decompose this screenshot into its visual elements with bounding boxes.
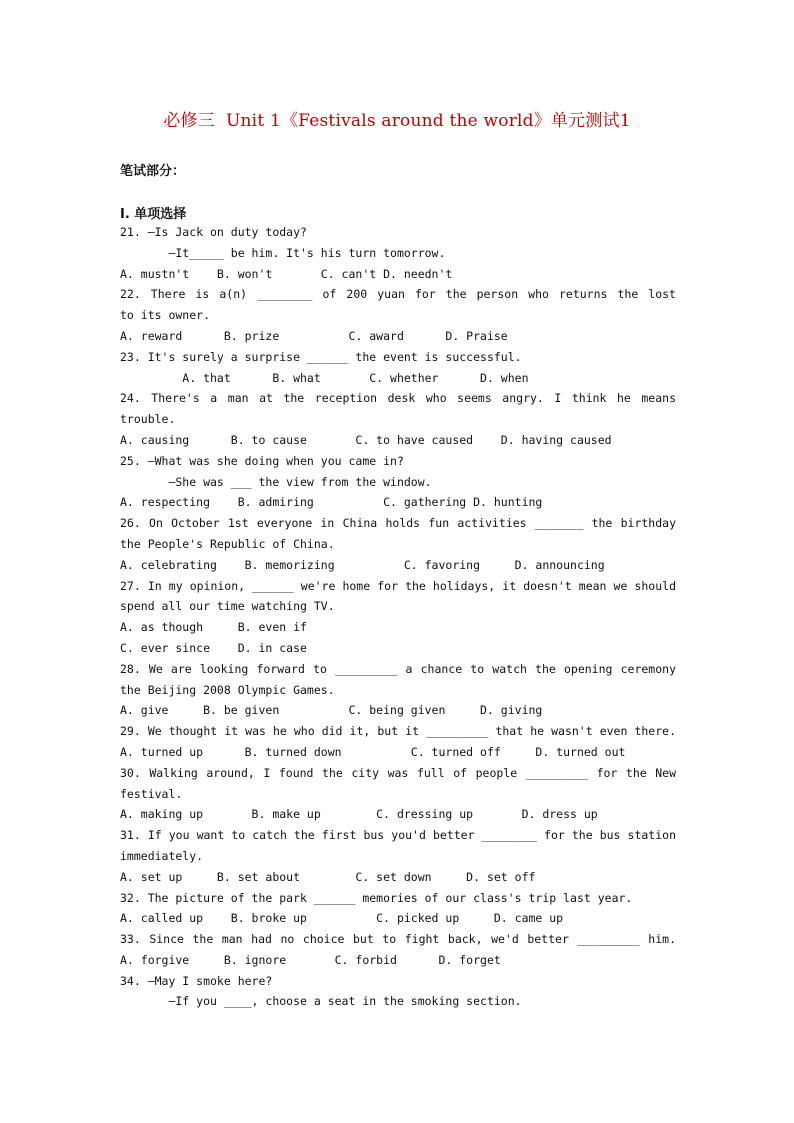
question-line: trouble. bbox=[120, 412, 176, 427]
question-line: spend all our time watching TV. bbox=[120, 599, 335, 614]
question-line: 27. In my opinion, ______ we're home for the holidays, it doesn't mean we should bbox=[120, 578, 676, 593]
question-line: 25. —What was she doing when you came in? bbox=[120, 453, 404, 468]
question-line: A. give B. be given C. being given D. giving bbox=[120, 703, 543, 718]
question-line: 21. —Is Jack on duty today? bbox=[120, 225, 307, 239]
question-line: A. turned up B. turned down C. turned off D. turned out bbox=[120, 744, 626, 759]
question-line: to its owner. bbox=[120, 308, 211, 323]
question-line: —She was ___ the view from the window. bbox=[120, 474, 432, 489]
question-line: 24. There's a man at the reception desk who seems angry. I think he means bbox=[120, 391, 676, 406]
question-list bbox=[120, 222, 676, 1012]
question-line: A. as though B. even if bbox=[120, 620, 307, 635]
question-line: A. called up B. broke up C. picked up D. came up bbox=[120, 911, 564, 926]
document-title: 必修三 Unit 1《Festivals around the world》单元测试1 bbox=[163, 111, 631, 131]
question-line: 34. —May I smoke here? bbox=[120, 973, 273, 988]
question-line: the Beijing 2008 Olympic Games. bbox=[120, 682, 335, 697]
section-heading-written: 笔试部分： bbox=[120, 164, 186, 179]
question-line: 32. The picture of the park ______ memories of our class's trip last year. bbox=[120, 890, 633, 905]
question-line: 30. Walking around, I found the city was full of people _________ for the New bbox=[120, 765, 676, 780]
question-line: 23. It's surely a surprise ______ the event is successful. bbox=[120, 349, 522, 364]
question-line: A. causing B. to cause C. to have caused D. having caused bbox=[120, 432, 612, 447]
question-line: 26. On October 1st everyone in China holds fun activities _______ the birthday bbox=[120, 516, 676, 531]
question-line: C. ever since D. in case bbox=[120, 640, 307, 655]
question-line: 22. There is a(n) ________ of 200 yuan for the person who returns the lost bbox=[120, 287, 676, 302]
section-heading-multiple-choice: I. 单项选择 bbox=[120, 207, 187, 222]
question-line: 31. If you want to catch the first bus you'd better ________ for the bus station bbox=[120, 828, 676, 843]
question-line: A. mustn't B. won't C. can't D. needn't bbox=[120, 266, 453, 281]
question-line: immediately. bbox=[120, 848, 204, 863]
question-line: A. celebrating B. memorizing C. favoring D. announcing bbox=[120, 557, 605, 572]
question-line: A. forgive B. ignore C. forbid D. forget bbox=[120, 952, 501, 967]
question-line: —It_____ be him. It's his turn tomorrow. bbox=[120, 245, 446, 260]
question-line: festival. bbox=[120, 786, 183, 801]
question-line: 29. We thought it was he who did it, but it _________ that he wasn't even there. bbox=[120, 724, 676, 739]
question-line: the People's Republic of China. bbox=[120, 536, 335, 551]
question-line: —If you ____, choose a seat in the smoking section. bbox=[120, 994, 522, 1009]
question-line: A. set up B. set about C. set down D. set off bbox=[120, 869, 536, 884]
question-line: A. respecting B. admiring C. gathering D. hunting bbox=[120, 495, 543, 510]
question-line: 33. Since the man had no choice but to fight back, we'd better _________ him. bbox=[120, 932, 676, 947]
question-line: 28. We are looking forward to _________ a chance to watch the opening ceremony bbox=[120, 661, 676, 676]
question-line: A. making up B. make up C. dressing up D. dress up bbox=[120, 807, 598, 822]
question-line: A. that B. what C. whether D. when bbox=[120, 370, 529, 385]
question-line: A. reward B. prize C. award D. Praise bbox=[120, 328, 508, 343]
